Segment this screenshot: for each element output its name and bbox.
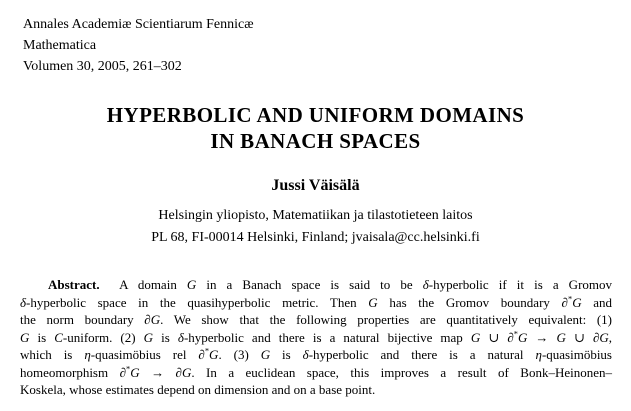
paper-title-line-1: HYPERBOLIC AND UNIFORM DOMAINS <box>106 103 525 127</box>
abstract-line: δ-hyperbolic space in the quasihyperbolic metric. Then G has the Gromov boundary ∂*G and <box>20 293 613 310</box>
author-name: Jussi Väisälä <box>271 177 360 194</box>
journal-header <box>23 14 254 77</box>
abstract-line: the norm boundary ∂G. We show that the following properties are quantitatively equivalent: (1) <box>20 312 612 327</box>
abstract-line: Koskela, whose estimates depend on dimension and on a base point. <box>20 382 376 397</box>
journal-volume-pages: Volumen 30, 2005, 261–302 <box>23 59 182 74</box>
affiliation-block <box>0 205 631 249</box>
abstract-paragraph <box>20 276 612 399</box>
abstract-line: which is η-quasimöbius rel ∂*G. (3) G is δ-hyperbolic and there is a natural η-quasimöbius <box>20 345 612 362</box>
abstract-line: G is C-uniform. (2) G is δ-hyperbolic and there is a natural bijective map G ∪ ∂*G → G ∪ ∂G, <box>20 328 613 345</box>
abstract-line: homeomorphism ∂*G → ∂G. In a euclidean space, this improves a result of Bonk–Heinonen– <box>20 363 612 380</box>
abstract-line: Abstract. A domain G in a Banach space is said to be δ-hyperbolic if it is a Gromov <box>48 277 613 292</box>
journal-name: Annales Academiæ Scientiarum Fennicæ <box>23 17 254 32</box>
affiliation-line-1: Helsingin yliopisto, Matematiikan ja tilastotieteen laitos <box>158 208 473 223</box>
paper-title <box>0 102 631 154</box>
affiliation-line-2: PL 68, FI-00014 Helsinki, Finland; jvaisala@cc.helsinki.fi <box>151 230 480 245</box>
journal-series: Mathematica <box>23 38 97 53</box>
paper-title-line-2: IN BANACH SPACES <box>210 129 421 153</box>
